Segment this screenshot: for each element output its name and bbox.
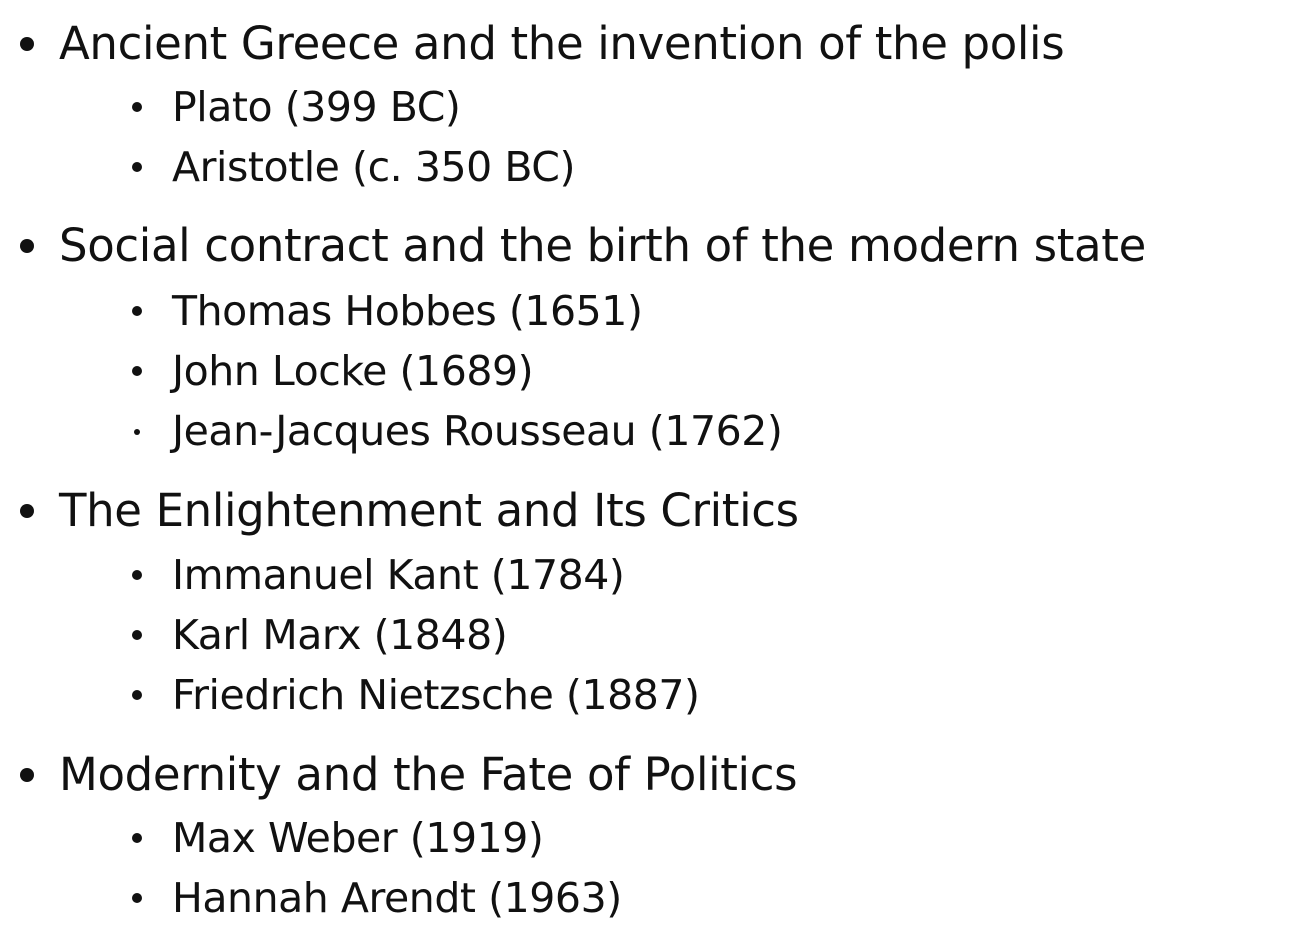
bullet-icon: [132, 833, 142, 843]
sub-bullet-item: [132, 81, 1032, 133]
bullet-icon: [134, 429, 140, 435]
philosopher-entry: Thomas Hobbes (1651): [172, 287, 643, 335]
philosopher-entry: Jean-Jacques Rousseau (1762): [172, 407, 783, 455]
philosopher-entry: Max Weber (1919): [172, 814, 544, 862]
bullet-icon: [132, 630, 142, 640]
bullet-icon: [132, 570, 142, 580]
philosopher-entry: Karl Marx (1848): [172, 611, 508, 659]
sub-bullet-item: [132, 872, 1032, 924]
section-heading: The Enlightenment and Its Critics: [59, 484, 799, 537]
bullet-icon: [132, 162, 142, 172]
bullet-icon: [132, 102, 142, 112]
sub-bullet-item: [132, 345, 1032, 397]
main-bullet-item: [20, 217, 1290, 277]
sub-bullet-item: [132, 549, 1032, 601]
bullet-icon: [20, 768, 34, 782]
bullet-icon: [20, 37, 34, 51]
philosopher-entry: Hannah Arendt (1963): [172, 874, 622, 922]
bullet-icon: [20, 239, 34, 253]
section-heading: Modernity and the Fate of Politics: [59, 748, 798, 801]
sub-bullet-item: [132, 405, 1032, 457]
philosopher-entry: Plato (399 BC): [172, 83, 461, 131]
sub-bullet-item: [132, 141, 1032, 193]
philosopher-entry: Aristotle (c. 350 BC): [172, 143, 576, 191]
sub-bullet-item: [132, 669, 1032, 721]
bullet-icon: [132, 306, 142, 316]
philosopher-entry: John Locke (1689): [172, 347, 534, 395]
section-heading: Ancient Greece and the invention of the polis: [59, 17, 1065, 70]
philosopher-entry: Friedrich Nietzsche (1887): [172, 671, 700, 719]
sub-bullet-item: [132, 285, 1032, 337]
main-bullet-item: [20, 15, 1290, 75]
bullet-icon: [132, 893, 142, 903]
section-heading: Social contract and the birth of the modern state: [59, 219, 1146, 272]
bullet-icon: [20, 504, 34, 518]
main-bullet-item: [20, 746, 1290, 806]
main-bullet-item: [20, 482, 1290, 542]
sub-bullet-item: [132, 609, 1032, 661]
sub-bullet-item: [132, 812, 1032, 864]
bullet-icon: [132, 690, 142, 700]
philosopher-entry: Immanuel Kant (1784): [172, 551, 625, 599]
bullet-icon: [132, 366, 142, 376]
